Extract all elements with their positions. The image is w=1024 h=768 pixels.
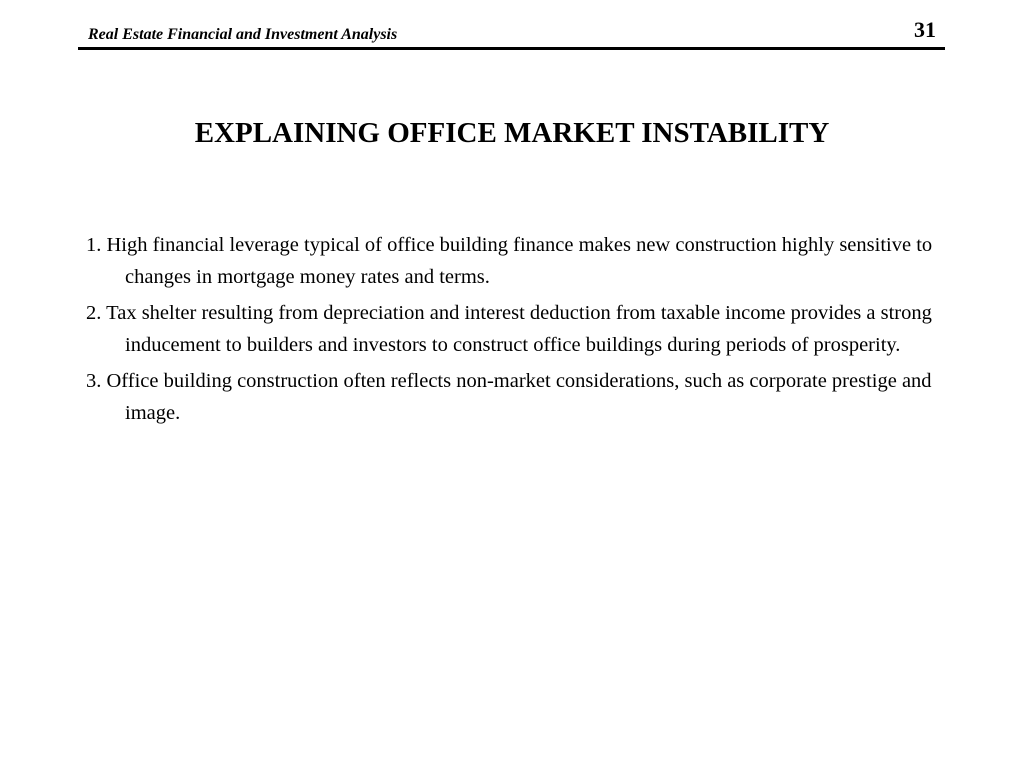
- point-2: 2. Tax shelter resulting from depreciation and interest deduction from taxable income provides a strong inducement to builders and investors to construct office buildings during periods of prosperity.: [86, 302, 932, 356]
- header-title: Real Estate Financial and Investment Analysis: [88, 26, 398, 43]
- header-divider: [78, 47, 945, 50]
- slide-title: EXPLAINING OFFICE MARKET INSTABILITY: [194, 117, 830, 149]
- point-list: [86, 229, 946, 433]
- point-1: 1. High financial leverage typical of office building finance makes new construction highly sensitive to changes in mortgage money rates and terms.: [86, 234, 933, 288]
- page-number: 31: [914, 17, 936, 42]
- point-3: 3. Office building construction often reflects non-market considerations, such as corporate prestige and image.: [86, 370, 932, 424]
